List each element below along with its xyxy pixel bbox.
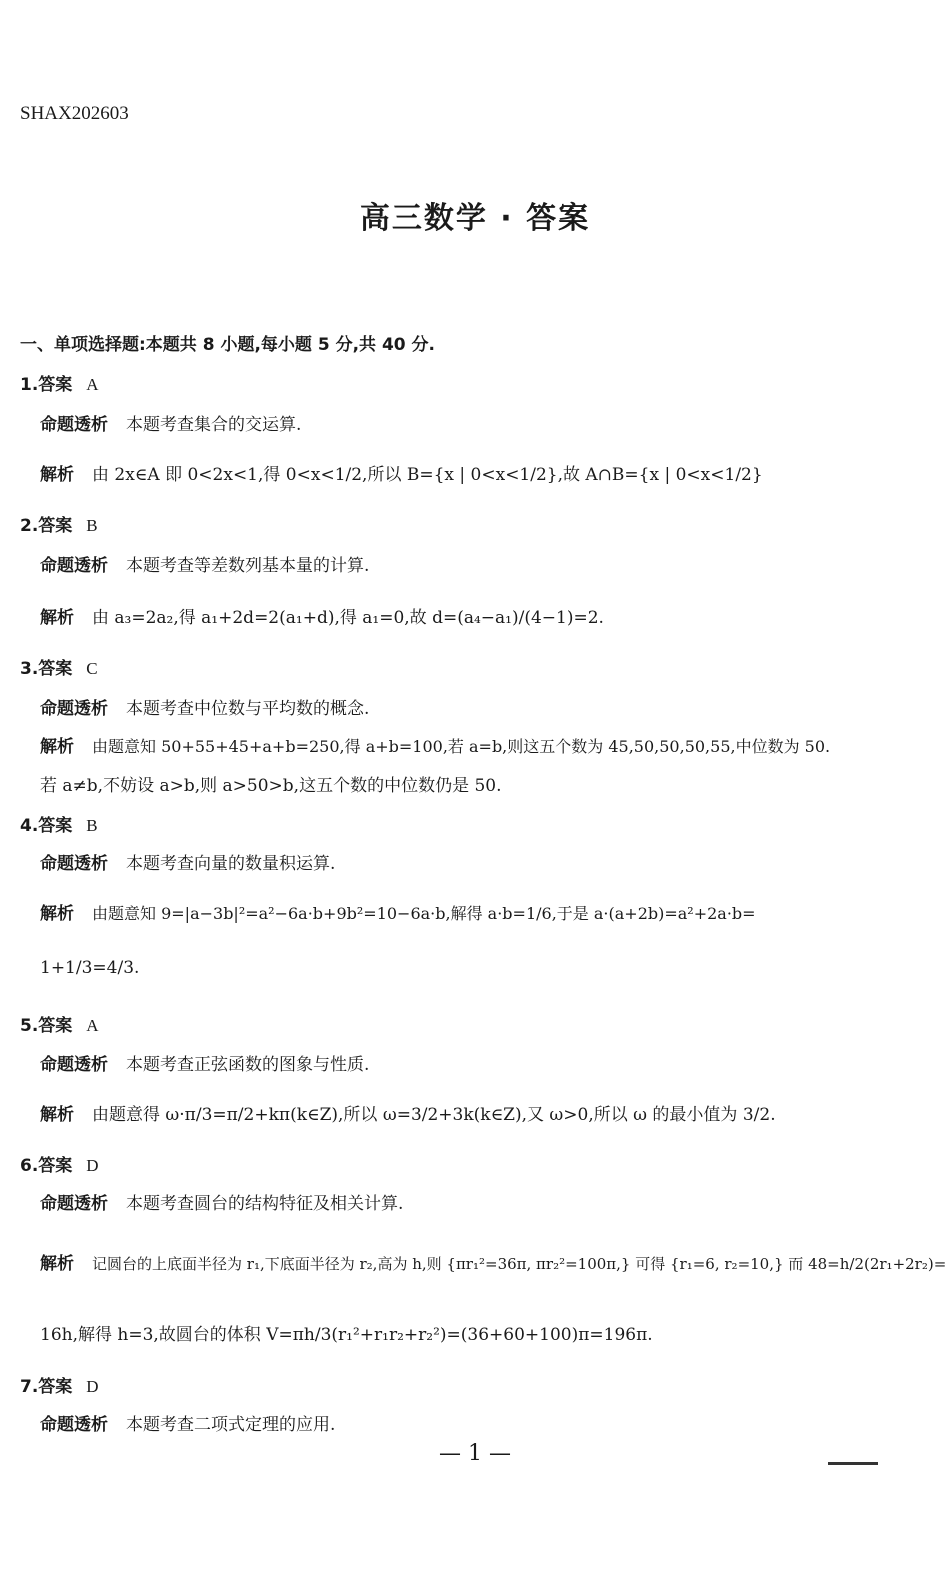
question-7-intent: 命题透析 本题考查二项式定理的应用. xyxy=(40,1415,336,1435)
question-5-answer: 5.答案 A xyxy=(20,1016,99,1036)
question-2-answer: 2.答案 B xyxy=(20,516,98,536)
page-title: 高三数学 · 答案 xyxy=(359,201,591,236)
question-3-intent: 命题透析 本题考查中位数与平均数的概念. xyxy=(40,699,370,719)
question-5-intent: 命题透析 本题考查正弦函数的图象与性质. xyxy=(40,1055,370,1075)
question-1-intent: 命题透析 本题考查集合的交运算. xyxy=(40,415,302,435)
page-number: — 1 — xyxy=(439,1441,511,1466)
question-4-answer: 4.答案 B xyxy=(20,816,98,836)
question-7-answer: 7.答案 D xyxy=(20,1377,99,1397)
question-2-analysis: 解析 由 a₃=2a₂,得 a₁+2d=2(a₁+d),得 a₁=0,故 d=(a₄−a₁)/(4−1)=2. xyxy=(40,608,604,628)
question-6-intent: 命题透析 本题考查圆台的结构特征及相关计算. xyxy=(40,1194,404,1214)
question-6-answer: 6.答案 D xyxy=(20,1156,99,1176)
question-6-analysis-continued: 16h,解得 h=3,故圆台的体积 V=πh/3(r₁²+r₁r₂+r₂²)=(36+60+100)π=196π. xyxy=(40,1325,653,1345)
question-2-intent: 命题透析 本题考查等差数列基本量的计算. xyxy=(40,556,370,576)
document-code: SHAX202603 xyxy=(20,103,129,124)
question-3-answer: 3.答案 C xyxy=(20,659,98,679)
question-4-intent: 命题透析 本题考查向量的数量积运算. xyxy=(40,854,336,874)
question-4-analysis-continued: 1+1/3=4/3. xyxy=(40,958,140,978)
question-5-analysis: 解析 由题意得 ω·π/3=π/2+kπ(k∈Z),所以 ω=3/2+3k(k∈Z),又 ω>0,所以 ω 的最小值为 3/2. xyxy=(40,1105,776,1125)
question-6-analysis: 解析 记圆台的上底面半径为 r₁,下底面半径为 r₂,高为 h,则 {πr₁²=36π, πr₂²=100π,} 可得 {r₁=6, r₂=10,} 而 48=h/2(2r₁+2r₂)= xyxy=(40,1254,947,1274)
question-4-analysis: 解析 由题意知 9=|a−3b|²=a²−6a·b+9b²=10−6a·b,解得 a·b=1/6,于是 a·(a+2b)=a²+2a·b= xyxy=(40,904,756,924)
question-1-answer: 1.答案 A xyxy=(20,375,99,395)
section-header: 一、单项选择题:本题共 8 小题,每小题 5 分,共 40 分. xyxy=(20,335,435,355)
corner-mark xyxy=(828,1462,878,1465)
question-3-analysis: 解析 由题意知 50+55+45+a+b=250,得 a+b=100,若 a=b,则这五个数为 45,50,50,50,55,中位数为 50. xyxy=(40,737,831,757)
question-1-analysis: 解析 由 2x∈A 即 0<2x<1,得 0<x<1/2,所以 B={x | 0<x<1/2},故 A∩B={x | 0<x<1/2} xyxy=(40,465,763,485)
question-3-analysis-continued: 若 a≠b,不妨设 a>b,则 a>50>b,这五个数的中位数仍是 50. xyxy=(40,776,502,796)
